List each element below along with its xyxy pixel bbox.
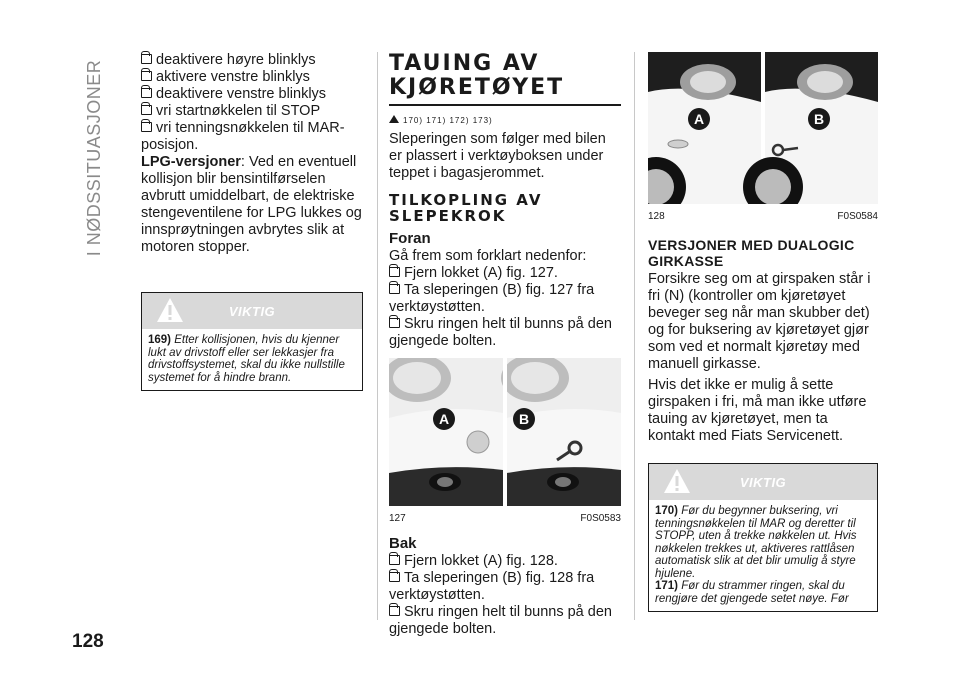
list-item xyxy=(389,265,621,282)
warning-header xyxy=(142,293,362,329)
car-rear-image xyxy=(648,52,878,204)
column-divider xyxy=(634,52,635,620)
callout-a: A xyxy=(433,408,455,430)
list-item-text: deaktivere venstre blinklys xyxy=(156,86,327,102)
list-item-text: Fjern lokket (A) fig. 128. xyxy=(404,553,558,569)
car-bumper-image xyxy=(389,358,621,506)
section-heading-line: VERSJONER MED DUALOGIC xyxy=(648,237,855,253)
front-intro: Gå frem som forklart nedenfor: xyxy=(389,248,587,264)
list-item-continuation: verktøystøtten. xyxy=(389,587,485,603)
chapter-title: I NØDSSITUASJONER xyxy=(84,52,104,264)
lpg-paragraph xyxy=(141,154,363,256)
list-item-text: Ta sleperingen (B) fig. 128 fra xyxy=(404,570,595,586)
warning-box xyxy=(648,463,878,612)
chapter-side-tab xyxy=(84,52,104,264)
column-2 xyxy=(389,52,621,638)
warning-text xyxy=(649,500,877,611)
figure-image xyxy=(648,52,878,204)
paragraph: Hvis det ikke er mulig å sette girspaken i fri, må man ikke utføre tauing av kjøretøyet, men ta kontakt med Fiats Servicenett. xyxy=(648,377,867,444)
figure-caption xyxy=(389,510,621,527)
note-text: Før du strammer ringen, skal du rengjøre det gjengede setet nøye. Før xyxy=(655,580,849,605)
bullet-icon xyxy=(389,555,400,565)
bullet-icon xyxy=(141,105,152,115)
figure-code: F0S0583 xyxy=(580,513,621,524)
sub-heading-line: TILKOPLING AV xyxy=(389,191,543,209)
list-item xyxy=(389,570,621,587)
intro-paragraph: Sleperingen som følger med bilen er plassert i verktøyboksen under teppet i bagasjerommet. xyxy=(389,131,606,181)
list-item-text: Skru ringen helt til bunns på den xyxy=(404,316,612,332)
figure-caption xyxy=(648,208,878,225)
figure-number: 128 xyxy=(648,211,665,222)
warning-triangle-icon xyxy=(389,112,399,120)
section-heading-line: GIRKASSE xyxy=(648,253,724,269)
list-item-text: vri startnøkkelen til STOP xyxy=(156,103,321,119)
section-heading xyxy=(389,52,621,100)
list-item-continuation: verktøystøtten. xyxy=(389,299,485,315)
list-item-continuation: gjengede bolten. xyxy=(389,621,497,637)
bullet-icon xyxy=(389,318,400,328)
warning-title: VIKTIG xyxy=(739,475,787,490)
bullet-icon xyxy=(389,606,400,616)
note-references xyxy=(389,112,621,129)
figure-128 xyxy=(648,52,878,225)
sub-heading xyxy=(389,192,621,224)
lpg-text: : Ved en eventuell kollisjon blir bensintilførselen avbrutt umiddelbart, de elektriske stengeventilene for LPG lukkes og innsprøytningen avbrytes slik at motoren stopper. xyxy=(141,154,362,255)
warning-box xyxy=(141,292,363,391)
figure-127 xyxy=(389,358,621,527)
warning-text xyxy=(142,329,362,390)
list-item xyxy=(389,316,621,333)
section-heading xyxy=(648,237,878,269)
figure-number: 127 xyxy=(389,513,406,524)
note-references-text: 170) 171) 172) 173) xyxy=(403,116,493,125)
list-item xyxy=(141,52,363,69)
list-item-text: vri tenningsnøkkelen til MAR- xyxy=(156,120,345,136)
list-item xyxy=(141,86,363,103)
bullet-icon xyxy=(389,572,400,582)
sub-heading-line: SLEPEKROK xyxy=(389,207,507,225)
heading-rule xyxy=(389,104,621,106)
bullet-icon xyxy=(141,71,152,81)
bullet-icon xyxy=(389,267,400,277)
rear-label: Bak xyxy=(389,535,417,552)
paragraph: Forsikre seg om at girspaken står i fri (N) (kontroller om kjøretøyet beveger seg når man skubber det) og for buksering av kjøretøyet gjør som ved et normalt kjøretøy med manuell girkasse. xyxy=(648,271,871,372)
column-3 xyxy=(648,52,878,612)
list-item-continuation: gjengede bolten. xyxy=(389,333,497,349)
list-item xyxy=(389,553,621,570)
note-text: Etter kollisjonen, hvis du kjenner lukt av drivstoff eller ser lekkasjer fra drivstoffsystemet, skal du ikke nullstille systemet for å hindre brann. xyxy=(148,334,345,384)
note-number: 169) xyxy=(148,334,172,346)
bullet-icon xyxy=(141,88,152,98)
list-item-text: aktivere venstre blinklys xyxy=(156,69,310,85)
list-item-text: Skru ringen helt til bunns på den xyxy=(404,604,612,620)
list-item xyxy=(141,120,363,137)
section-heading-line: TAUING AV xyxy=(389,51,540,76)
warning-title: VIKTIG xyxy=(228,304,276,319)
callout-a: A xyxy=(688,108,710,130)
lpg-label: LPG-versjoner xyxy=(141,154,241,170)
warning-header xyxy=(649,464,877,500)
note-number: 171) xyxy=(655,580,679,592)
figure-image xyxy=(389,358,621,506)
front-label: Foran xyxy=(389,230,431,247)
bullet-icon xyxy=(141,122,152,132)
list-item-text: Fjern lokket (A) fig. 127. xyxy=(404,265,558,281)
page-number: 128 xyxy=(72,631,104,652)
list-item xyxy=(389,604,621,621)
callout-b: B xyxy=(808,108,830,130)
note-text: Før du begynner buksering, vri tenningsnøkkelen til MAR og deretter til STOPP, uten å trekke nøkkelen ut. Hvis nøkkelen trekkes ut, aktiveres rattlåsen automatisk slik at det blir umulig å styre hjulene. xyxy=(655,505,857,580)
list-item-continuation: posisjon. xyxy=(141,137,199,153)
note-number: 170) xyxy=(655,505,679,517)
list-item xyxy=(141,103,363,120)
bullet-icon xyxy=(389,284,400,294)
bullet-icon xyxy=(141,54,152,64)
list-item xyxy=(389,282,621,299)
list-item-text: deaktivere høyre blinklys xyxy=(156,52,316,68)
list-item xyxy=(141,69,363,86)
callout-b: B xyxy=(513,408,535,430)
figure-code: F0S0584 xyxy=(837,211,878,222)
column-divider xyxy=(377,52,378,620)
section-heading-line: KJØRETØYET xyxy=(389,75,565,100)
list-item-text: Ta sleperingen (B) fig. 127 fra xyxy=(404,282,595,298)
column-1 xyxy=(141,52,363,391)
